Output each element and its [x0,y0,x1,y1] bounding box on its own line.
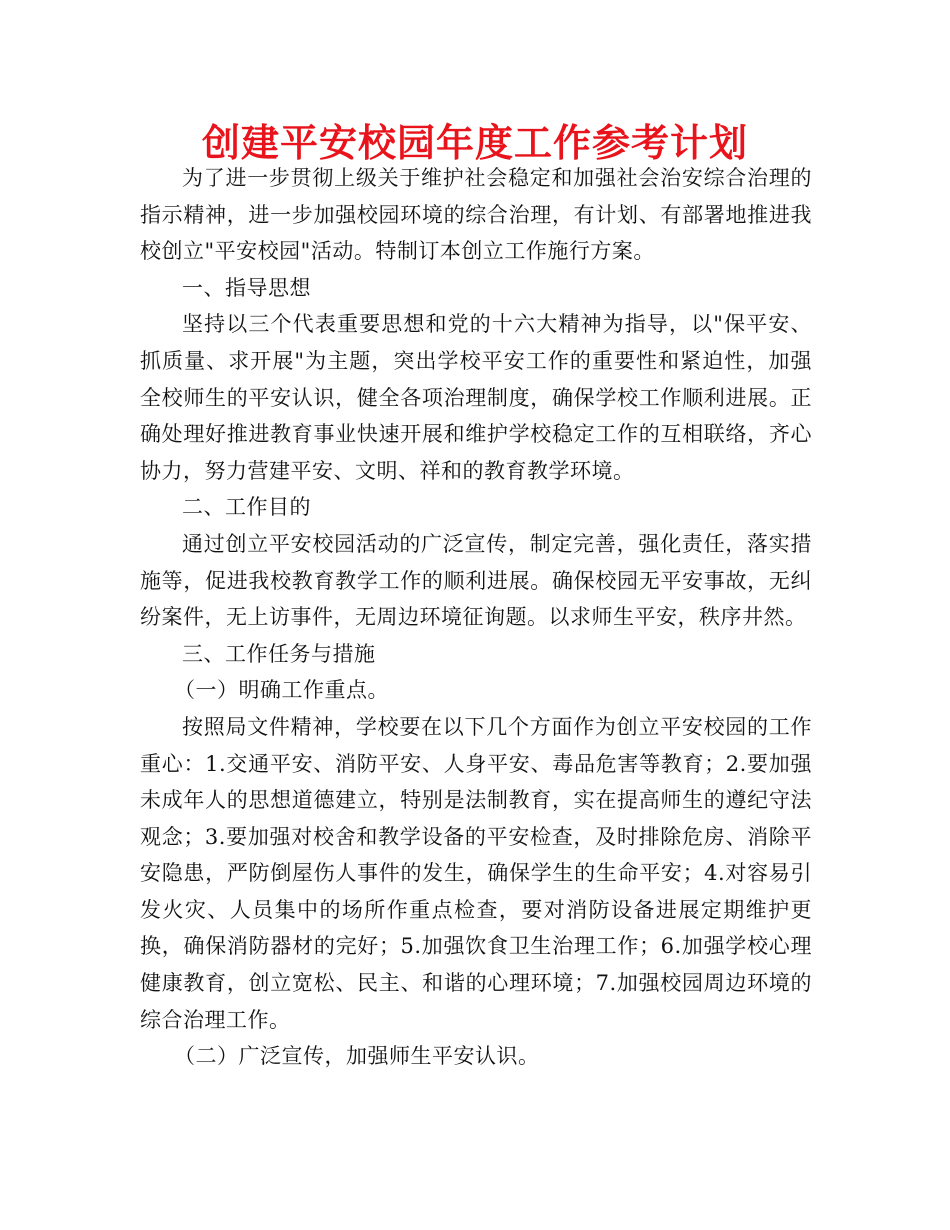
section-heading-tasks-measures: 三、工作任务与措施 [182,641,376,666]
guiding-ideology-paragraph: 坚持以三个代表重要思想和党的十六大精神为指导，以"保平安、抓质量、求开展"为主题，突出学校平安工作的重要性和紧迫性，加强全校师生的平安认识，健全各项治理制度，确保学校工作顺利进展。正确处理好推进教育事业快速开展和维护学校稳定工作的互相联络，齐心协力，努力营建平安、文明、祥和的教育教学环境。 [140,312,812,483]
subsection-heading-publicity: （二）广泛宣传，加强师生平安认识。 [174,1044,540,1069]
intro-paragraph: 为了进一步贯彻上级关于维护社会稳定和加强社会治安综合治理的指示精神，进一步加强校园环境的综合治理，有计划、有部署地推进我校创立"平安校园"活动。特制订本创立工作施行方案。 [140,166,812,264]
subsection-heading-focus: （一）明确工作重点。 [174,678,389,703]
document-body [140,160,812,1075]
section-heading-guiding-ideology: 一、指导思想 [182,275,311,300]
document-title: 创建平安校园年度工作参考计划 [201,121,748,165]
section-heading-work-goals: 二、工作目的 [182,495,311,520]
focus-paragraph: 按照局文件精神，学校要在以下几个方面作为创立平安校园的工作重心：1.交通平安、消防平安、人身平安、毒品危害等教育；2.要加强未成年人的思想道德建立，特别是法制教育，实在提高师生的遵纪守法观念；3.要加强对校舍和教学设备的平安检查，及时排除危房、消除平安隐患，严防倒屋伤人事件的发生，确保学生的生命平安；4.对容易引发火灾、人员集中的场所作重点检查，要对消防设备进展定期维护更换，确保消防器材的完好；5.加强饮食卫生治理工作；6.加强学校心理健康教育，创立宽松、民主、和谐的心理环境；7.加强校园周边环境的综合治理工作。 [140,714,812,1032]
work-goals-paragraph: 通过创立平安校园活动的广泛宣传，制定完善，强化责任，落实措施等，促进我校教育教学工作的顺利进展。确保校园无平安事故，无纠纷案件，无上访事件，无周边环境征询题。以求师生平安，秩序井然。 [140,531,812,630]
